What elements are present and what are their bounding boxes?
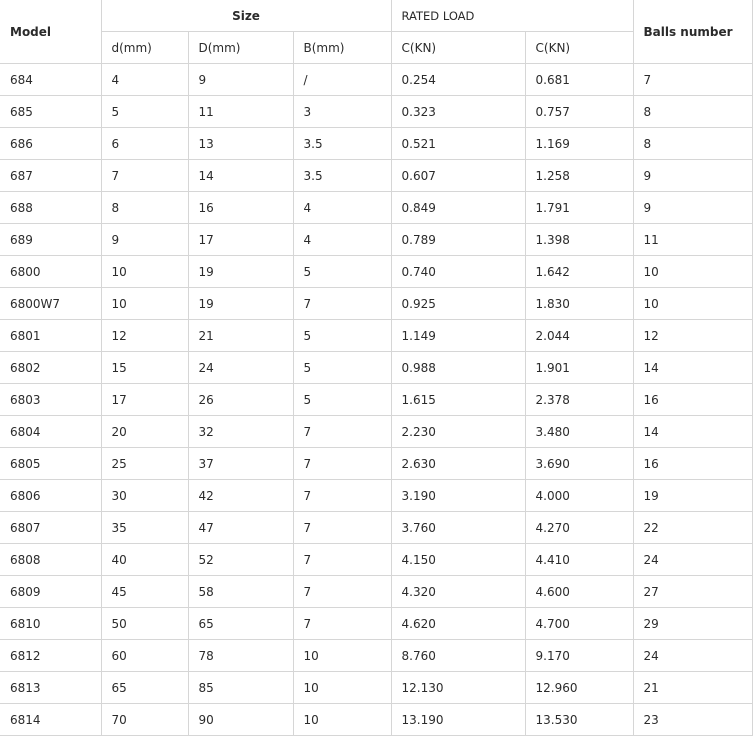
cell-balls-number: 10	[633, 256, 752, 288]
cell-dynamic-load: 2.230	[391, 416, 525, 448]
cell-balls-number: 16	[633, 384, 752, 416]
cell-inner-diameter: 45	[101, 576, 188, 608]
cell-balls-number: 8	[633, 128, 752, 160]
header-rated-load: RATED LOAD	[391, 0, 633, 32]
cell-outer-diameter: 19	[188, 256, 293, 288]
cell-inner-diameter: 8	[101, 192, 188, 224]
cell-balls-number: 7	[633, 64, 752, 96]
cell-dynamic-load: 0.925	[391, 288, 525, 320]
cell-outer-diameter: 58	[188, 576, 293, 608]
header-balls-number: Balls number	[633, 0, 752, 64]
cell-inner-diameter: 25	[101, 448, 188, 480]
cell-width: 7	[293, 288, 391, 320]
cell-balls-number: 21	[633, 672, 752, 704]
cell-static-load: 1.398	[525, 224, 633, 256]
cell-outer-diameter: 37	[188, 448, 293, 480]
cell-balls-number: 10	[633, 288, 752, 320]
cell-static-load: 3.690	[525, 448, 633, 480]
table-row	[0, 160, 752, 192]
cell-balls-number: 23	[633, 704, 752, 736]
header-inner-diameter: d(mm)	[101, 32, 188, 64]
header-static-load: C(KN)	[525, 32, 633, 64]
cell-model: 6803	[0, 384, 101, 416]
cell-dynamic-load: 4.150	[391, 544, 525, 576]
cell-static-load: 0.757	[525, 96, 633, 128]
cell-dynamic-load: 3.190	[391, 480, 525, 512]
cell-model: 689	[0, 224, 101, 256]
cell-outer-diameter: 19	[188, 288, 293, 320]
header-width: B(mm)	[293, 32, 391, 64]
cell-inner-diameter: 60	[101, 640, 188, 672]
table-row	[0, 704, 752, 736]
cell-inner-diameter: 10	[101, 288, 188, 320]
cell-inner-diameter: 7	[101, 160, 188, 192]
cell-outer-diameter: 11	[188, 96, 293, 128]
cell-dynamic-load: 0.607	[391, 160, 525, 192]
cell-model: 6800	[0, 256, 101, 288]
cell-model: 6801	[0, 320, 101, 352]
cell-static-load: 0.681	[525, 64, 633, 96]
cell-balls-number: 9	[633, 160, 752, 192]
table-row	[0, 288, 752, 320]
cell-static-load: 4.000	[525, 480, 633, 512]
cell-static-load: 1.258	[525, 160, 633, 192]
cell-inner-diameter: 70	[101, 704, 188, 736]
cell-inner-diameter: 10	[101, 256, 188, 288]
table-header	[0, 0, 752, 64]
cell-dynamic-load: 2.630	[391, 448, 525, 480]
cell-width: /	[293, 64, 391, 96]
cell-static-load: 4.600	[525, 576, 633, 608]
table-row	[0, 64, 752, 96]
cell-dynamic-load: 0.323	[391, 96, 525, 128]
cell-balls-number: 19	[633, 480, 752, 512]
cell-model: 684	[0, 64, 101, 96]
cell-outer-diameter: 21	[188, 320, 293, 352]
cell-dynamic-load: 0.849	[391, 192, 525, 224]
cell-model: 6806	[0, 480, 101, 512]
cell-width: 5	[293, 320, 391, 352]
cell-outer-diameter: 32	[188, 416, 293, 448]
table-row	[0, 128, 752, 160]
header-size: Size	[101, 0, 391, 32]
cell-outer-diameter: 85	[188, 672, 293, 704]
cell-outer-diameter: 90	[188, 704, 293, 736]
cell-inner-diameter: 12	[101, 320, 188, 352]
cell-width: 7	[293, 608, 391, 640]
cell-width: 7	[293, 544, 391, 576]
cell-dynamic-load: 4.620	[391, 608, 525, 640]
cell-outer-diameter: 52	[188, 544, 293, 576]
cell-dynamic-load: 8.760	[391, 640, 525, 672]
cell-width: 5	[293, 256, 391, 288]
cell-model: 6813	[0, 672, 101, 704]
cell-balls-number: 9	[633, 192, 752, 224]
cell-inner-diameter: 30	[101, 480, 188, 512]
cell-outer-diameter: 78	[188, 640, 293, 672]
cell-model: 6802	[0, 352, 101, 384]
cell-width: 7	[293, 512, 391, 544]
cell-dynamic-load: 12.130	[391, 672, 525, 704]
cell-inner-diameter: 20	[101, 416, 188, 448]
cell-outer-diameter: 65	[188, 608, 293, 640]
cell-balls-number: 22	[633, 512, 752, 544]
cell-dynamic-load: 3.760	[391, 512, 525, 544]
cell-static-load: 9.170	[525, 640, 633, 672]
cell-static-load: 1.169	[525, 128, 633, 160]
cell-width: 3.5	[293, 160, 391, 192]
cell-outer-diameter: 24	[188, 352, 293, 384]
cell-balls-number: 11	[633, 224, 752, 256]
cell-static-load: 4.410	[525, 544, 633, 576]
cell-inner-diameter: 17	[101, 384, 188, 416]
table-row	[0, 352, 752, 384]
cell-balls-number: 24	[633, 544, 752, 576]
cell-width: 4	[293, 224, 391, 256]
cell-balls-number: 16	[633, 448, 752, 480]
cell-static-load: 3.480	[525, 416, 633, 448]
cell-model: 6809	[0, 576, 101, 608]
cell-model: 6800W7	[0, 288, 101, 320]
cell-width: 7	[293, 416, 391, 448]
cell-model: 6808	[0, 544, 101, 576]
table-row	[0, 672, 752, 704]
cell-dynamic-load: 0.254	[391, 64, 525, 96]
cell-dynamic-load: 0.789	[391, 224, 525, 256]
cell-static-load: 4.700	[525, 608, 633, 640]
table-row	[0, 256, 752, 288]
cell-balls-number: 27	[633, 576, 752, 608]
cell-balls-number: 8	[633, 96, 752, 128]
cell-inner-diameter: 15	[101, 352, 188, 384]
cell-outer-diameter: 17	[188, 224, 293, 256]
table-row	[0, 512, 752, 544]
cell-model: 6807	[0, 512, 101, 544]
cell-inner-diameter: 4	[101, 64, 188, 96]
cell-width: 7	[293, 480, 391, 512]
cell-model: 688	[0, 192, 101, 224]
table-row	[0, 448, 752, 480]
cell-inner-diameter: 65	[101, 672, 188, 704]
table-row	[0, 640, 752, 672]
cell-outer-diameter: 14	[188, 160, 293, 192]
cell-inner-diameter: 40	[101, 544, 188, 576]
cell-dynamic-load: 0.521	[391, 128, 525, 160]
cell-static-load: 1.830	[525, 288, 633, 320]
cell-model: 685	[0, 96, 101, 128]
cell-model: 6810	[0, 608, 101, 640]
cell-dynamic-load: 4.320	[391, 576, 525, 608]
cell-width: 10	[293, 672, 391, 704]
table-row	[0, 608, 752, 640]
cell-dynamic-load: 13.190	[391, 704, 525, 736]
cell-model: 6814	[0, 704, 101, 736]
cell-balls-number: 14	[633, 352, 752, 384]
table-row	[0, 384, 752, 416]
cell-dynamic-load: 0.740	[391, 256, 525, 288]
cell-static-load: 2.044	[525, 320, 633, 352]
cell-static-load: 2.378	[525, 384, 633, 416]
table-row	[0, 224, 752, 256]
header-model: Model	[0, 0, 101, 64]
cell-width: 7	[293, 576, 391, 608]
cell-dynamic-load: 0.988	[391, 352, 525, 384]
cell-width: 5	[293, 352, 391, 384]
table-row	[0, 416, 752, 448]
table-row	[0, 320, 752, 352]
cell-balls-number: 12	[633, 320, 752, 352]
cell-static-load: 1.901	[525, 352, 633, 384]
table-row	[0, 96, 752, 128]
table-row	[0, 576, 752, 608]
cell-inner-diameter: 50	[101, 608, 188, 640]
cell-model: 6804	[0, 416, 101, 448]
cell-inner-diameter: 9	[101, 224, 188, 256]
header-row-top	[0, 0, 752, 32]
cell-outer-diameter: 26	[188, 384, 293, 416]
cell-model: 686	[0, 128, 101, 160]
cell-outer-diameter: 16	[188, 192, 293, 224]
cell-static-load: 1.791	[525, 192, 633, 224]
cell-outer-diameter: 42	[188, 480, 293, 512]
cell-width: 10	[293, 704, 391, 736]
cell-inner-diameter: 5	[101, 96, 188, 128]
cell-inner-diameter: 35	[101, 512, 188, 544]
cell-model: 687	[0, 160, 101, 192]
table-row	[0, 544, 752, 576]
cell-outer-diameter: 47	[188, 512, 293, 544]
cell-width: 10	[293, 640, 391, 672]
cell-width: 3	[293, 96, 391, 128]
cell-dynamic-load: 1.149	[391, 320, 525, 352]
cell-static-load: 13.530	[525, 704, 633, 736]
cell-outer-diameter: 13	[188, 128, 293, 160]
header-outer-diameter: D(mm)	[188, 32, 293, 64]
cell-width: 4	[293, 192, 391, 224]
table-row	[0, 480, 752, 512]
cell-width: 5	[293, 384, 391, 416]
cell-dynamic-load: 1.615	[391, 384, 525, 416]
cell-static-load: 4.270	[525, 512, 633, 544]
cell-balls-number: 29	[633, 608, 752, 640]
cell-width: 7	[293, 448, 391, 480]
cell-balls-number: 24	[633, 640, 752, 672]
cell-width: 3.5	[293, 128, 391, 160]
cell-outer-diameter: 9	[188, 64, 293, 96]
table-row	[0, 192, 752, 224]
cell-static-load: 1.642	[525, 256, 633, 288]
cell-balls-number: 14	[633, 416, 752, 448]
cell-inner-diameter: 6	[101, 128, 188, 160]
cell-static-load: 12.960	[525, 672, 633, 704]
table-body	[0, 64, 752, 736]
cell-model: 6805	[0, 448, 101, 480]
cell-model: 6812	[0, 640, 101, 672]
header-dynamic-load: C(KN)	[391, 32, 525, 64]
